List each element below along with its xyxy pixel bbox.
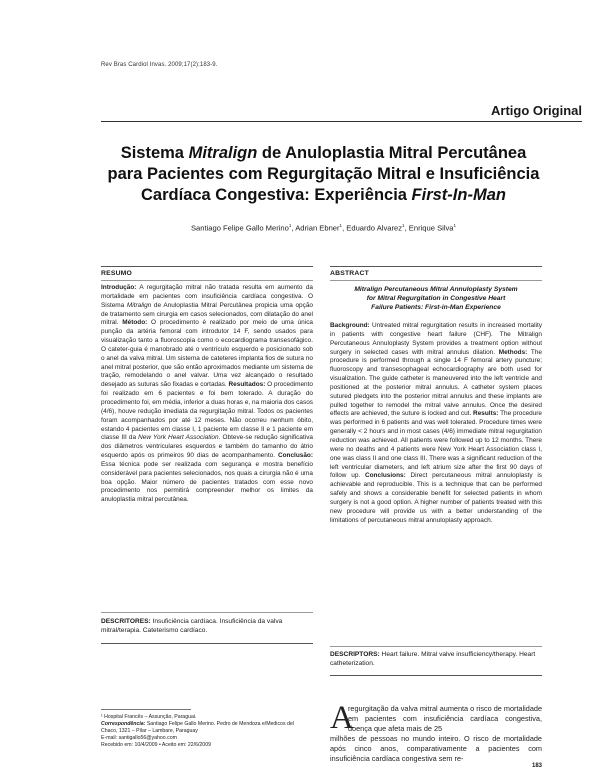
resumo-body bbox=[101, 284, 313, 505]
email: E-mail: santigallo56@yahoo.com bbox=[101, 734, 177, 741]
resumo-conclusao-text: Essa técnica pode ser realizada com segurança e mostra benefício considerável para pacientes selecionados, nos quais a cirurgia não é uma boa opção. Maior número de pacientes tratados com esse novo procedimento nos permitirá compreender melhor os limites da anuloplastia mitral percutânea. bbox=[101, 460, 313, 504]
resumo-nyha: New York Heart Association bbox=[138, 434, 219, 442]
author: Santiago Felipe Gallo Merino bbox=[190, 223, 289, 233]
abstract-conclusions-label: Conclusions: bbox=[364, 472, 406, 480]
resumo-conclusao-label: Conclusão: bbox=[277, 452, 313, 460]
author-affiliation-mark: 1 bbox=[402, 223, 405, 228]
resumo-metodo-text: O procedimento é realizado por meio de uma única punção da artéria femoral com introdutor 14 F, sendo usados para visualização tanto a fluoroscopia como o ecocardiograma transesofágico. O cateter-guia é manobrado até o ventrículo esquerdo e posicionado sob o anel da valva mitral. Um sistema de cateteres implanta fios de sutura no anel mitral posterior, que são então aproximados mediante um sistema de tração, remodelando o anel valvar. Uma vez alcançado o resultado desejado as suturas são fixadas e cortadas. bbox=[101, 319, 313, 389]
resumo-top-rule bbox=[101, 266, 313, 267]
abstract-bottom-rule bbox=[330, 675, 542, 676]
resumo-intro-label: Introdução: bbox=[101, 284, 137, 291]
title-part-1: Sistema bbox=[120, 144, 189, 162]
header-divider bbox=[101, 121, 582, 122]
abstract-top-rule bbox=[330, 266, 542, 267]
resumo-heading-rule bbox=[101, 280, 313, 281]
abstract-background-text: Untreated mitral regurgitation results in increased mortality in patients with congestive heart failure (CHF). The Mitralign Percutaneous Annuloplasty System provides a treatment option without surgery in selected cases with mitral annulus dilation. bbox=[330, 322, 542, 356]
footnote-rule bbox=[101, 709, 191, 710]
resumo-resultados-label: Resultados: bbox=[228, 381, 266, 389]
abstract-title-line: for Mitral Regurgitation in Congestive Heart bbox=[366, 295, 506, 302]
abstract-methods-text: The procedure is performed through a single 14 F femoral artery puncture; fluoroscopy and transesophageal echocardiography are both used for visualization. The guide catheter is maneuvered into the left ventricle and positioned at the posterior mitral annulus. A catheter system places sutured pledgets into the posterior mitral annulus and these implants are pulled together to remodel the mitral valve annulus. Once the desired effects are achieved, the suture is locked and cut. bbox=[330, 348, 542, 418]
resumo-heading: RESUMO bbox=[101, 270, 133, 277]
section-label: Artigo Original bbox=[491, 103, 582, 118]
abstract-heading-rule bbox=[330, 280, 542, 281]
resumo-bottom-rule bbox=[101, 643, 313, 644]
author: Adrian Ebner bbox=[295, 223, 340, 233]
descriptors-label: DESCRIPTORS: bbox=[330, 651, 380, 658]
resumo-descritores-rule bbox=[101, 612, 313, 613]
correspondence-label: Correspondência: bbox=[101, 720, 146, 727]
author-affiliation-mark: 1 bbox=[453, 223, 457, 228]
resumo-resultados-text: O procedimento foi realizado em 6 pacientes e foi bem tolerado. A duração do procedimento foi, em média, inferior a duas horas e, na maioria dos casos (4/6), houve redução imediata da regurgitação mitral. Todos os pacientes foram acompanhados por até 12 meses. Não ocorreu nenhum óbito, estando 4 pacientes em classe I, 1 paciente em classe II e 1 paciente em classe III da bbox=[101, 381, 313, 442]
abstract-descriptors bbox=[330, 650, 542, 668]
abstract-descriptors-rule bbox=[330, 646, 542, 647]
abstract-title-line: Mitralign Percutaneous Mitral Annuloplasty System bbox=[354, 286, 518, 293]
affiliation-line: ¹ Hospital Francês – Assunção, Paraguai. bbox=[101, 714, 197, 720]
abstract-heading: ABSTRACT bbox=[330, 270, 369, 277]
author: Enrique Silva bbox=[408, 223, 454, 233]
intro-first-lines: regurgitação da valva mitral aumenta o risco de mortalidade em pacientes com insuficiência cardíaca congestiva, doença que afeta mais de 25 bbox=[348, 704, 542, 733]
descriptors-text: Heart failure. Mitral valve insufficiency/therapy. Heart catheterization. bbox=[330, 651, 536, 667]
title-italic-2: First-In-Man bbox=[411, 186, 506, 204]
abstract-body bbox=[330, 322, 542, 525]
resumo-mitralign: Mitralign bbox=[126, 301, 152, 309]
page-number: 183 bbox=[531, 763, 542, 769]
title-italic-1: Mitralign bbox=[188, 144, 258, 162]
author-list: Santiago Felipe Gallo Merino$^1$, Adrian Ebner$^1$, Eduardo Alvarez$^1$, Enrique Silva$^1$ bbox=[190, 223, 457, 233]
abstract-conclusions-text: Direct percutaneous mitral annuloplasty is achievable and reproducible. This is a technique that can be performed safely and shows a considerable benefit for selected patients in whom surgery is not a good option. A higher number of patients treated with this new procedure will provide us with a better understanding of the limitations of percutaneous mitral annuloplasty approach. bbox=[330, 472, 542, 524]
author-affiliation-mark: 1 bbox=[288, 223, 292, 228]
article-title bbox=[101, 143, 546, 206]
abstract-title bbox=[330, 285, 542, 312]
affiliations bbox=[101, 714, 301, 749]
resumo-descritores bbox=[101, 617, 313, 635]
journal-reference: Rev Bras Cardiol Invas. 2009;17(2):183-9. bbox=[101, 62, 218, 68]
abstract-methods-label: Methods: bbox=[498, 348, 528, 356]
resumo-intro-text: A regurgitação mitral não tratada resulta em aumento da mortalidade em pacientes com insuficiência cardíaca congestiva. O Sistema bbox=[101, 284, 313, 309]
received-accepted-dates: Recebido em: 10/4/2009 • Aceito em: 22/6/2009 bbox=[101, 741, 211, 748]
author: Eduardo Alvarez bbox=[346, 223, 403, 233]
intro-body: milhões de pessoas no mundo inteiro. O risco de mortalidade após cinco anos, comparativamente a pacientes com insuficiência cardíaca congestiva sem re- bbox=[330, 734, 542, 763]
abstract-results-text: The procedure was performed in 6 patients and was well tolerated. Procedure times were generally < 2 hours and in most cases (4/6) immediate mitral regurgitation reduction was achieved. All patients were followed up to 12 months. There were no deaths and 4 patients were New York Heart Association class I, one was class II and one class III. There was a significant reduction of the left ventricular diameters, and left atrium size after the first 90 days of follow up. bbox=[330, 410, 542, 480]
abstract-background-label: Background: bbox=[330, 322, 370, 329]
descritores-text: Insuficiência cardíaca. Insuficiência da valva mitral/terapia. Cateterismo cardíaco. bbox=[101, 618, 283, 634]
correspondence bbox=[101, 721, 301, 735]
title-part-2: de Anuloplastia Mitral Percutânea para Pacientes com Regurgitação Mitral e Insuficiência Cardíaca Congestiva: Experiência bbox=[107, 144, 540, 204]
resumo-resultados-text-2: . Obteve-se redução significativa dos diâmetros ventriculares esquerdos e também do tamanho do átrio esquerdo após os primeiros 90 dias de acompanhamento. bbox=[101, 434, 313, 460]
resumo-intro-text-2: de Anuloplastia Mitral Percutânea propicia uma opção de tratamento sem cirurgia em casos selecionados, com dilatação do anel mitral. bbox=[101, 301, 313, 327]
resumo-metodo-label: Método: bbox=[122, 319, 148, 327]
abstract-title-line: Failure Patients: First-in-Man Experience bbox=[371, 304, 501, 311]
correspondence-text: Santiago Felipe Gallo Merino. Pedro de Mendoza e/Medicos del Chaco, 1321 – Pilar – Lambare, Paraguay bbox=[101, 720, 294, 734]
drop-cap: A bbox=[330, 700, 354, 736]
abstract-results-label: Results: bbox=[473, 410, 499, 418]
author-affiliation-mark: 1 bbox=[339, 223, 343, 228]
descritores-label: DESCRITORES: bbox=[101, 618, 151, 625]
